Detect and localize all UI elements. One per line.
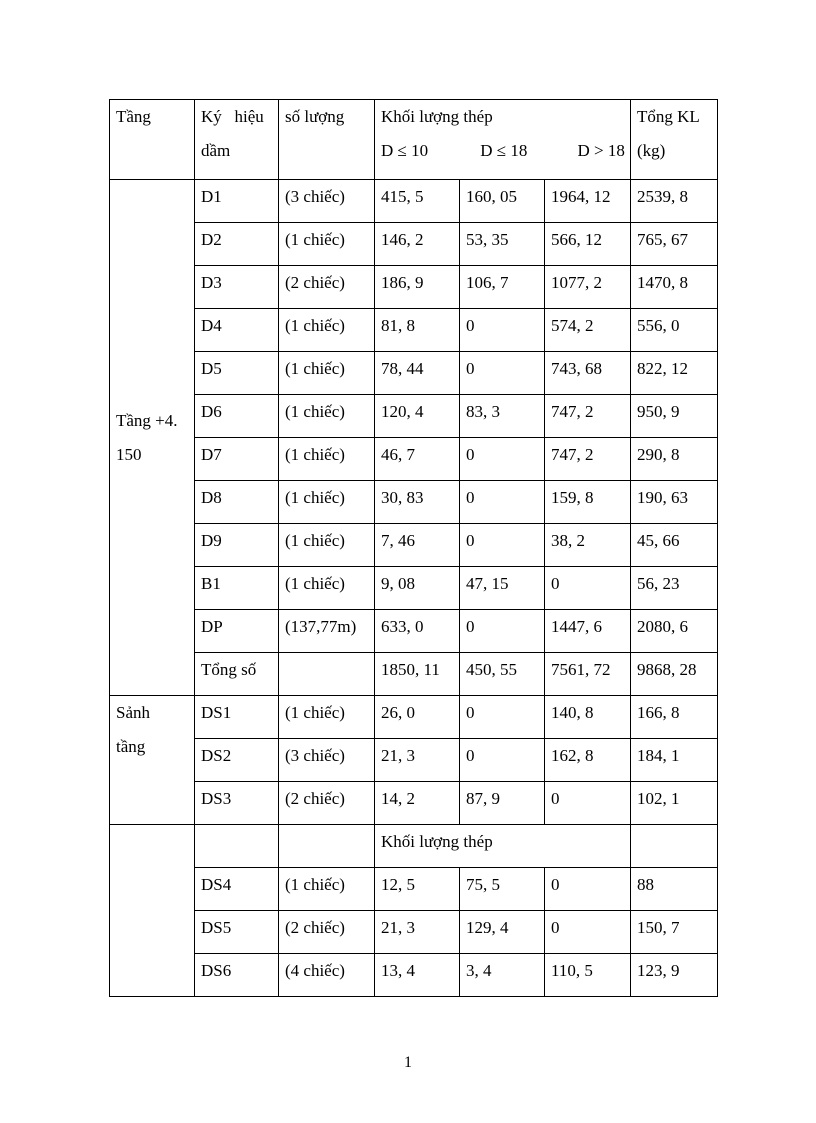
floor-cell bbox=[110, 180, 195, 696]
beam-symbol: Tổng số bbox=[195, 653, 279, 696]
steel-d-gt-18: 1964, 12 bbox=[545, 180, 631, 223]
beam-quantity: (2 chiếc) bbox=[279, 266, 375, 309]
steel-d-gt-18: 1077, 2 bbox=[545, 266, 631, 309]
beam-symbol: DS1 bbox=[195, 696, 279, 739]
steel-d-le-18: 0 bbox=[460, 309, 545, 352]
total-weight: 166, 8 bbox=[631, 696, 718, 739]
steel-d-le-10: 78, 44 bbox=[375, 352, 460, 395]
total-weight: 950, 9 bbox=[631, 395, 718, 438]
beam-symbol: DS3 bbox=[195, 782, 279, 825]
empty-cell bbox=[279, 825, 375, 868]
beam-quantity: (137,77m) bbox=[279, 610, 375, 653]
header-d-gt-18: D > 18 bbox=[577, 141, 625, 160]
steel-d-le-18: 129, 4 bbox=[460, 911, 545, 954]
table-row bbox=[110, 868, 718, 911]
beam-symbol: D1 bbox=[195, 180, 279, 223]
floor-cell bbox=[110, 825, 195, 997]
steel-d-le-10: 46, 7 bbox=[375, 438, 460, 481]
beam-symbol: D6 bbox=[195, 395, 279, 438]
steel-d-le-18: 0 bbox=[460, 524, 545, 567]
beam-symbol: D4 bbox=[195, 309, 279, 352]
beam-quantity: (2 chiếc) bbox=[279, 782, 375, 825]
steel-d-le-18: 106, 7 bbox=[460, 266, 545, 309]
floor-label: 150 bbox=[116, 444, 142, 464]
beam-quantity: (4 chiếc) bbox=[279, 954, 375, 997]
total-weight: 9868, 28 bbox=[631, 653, 718, 696]
beam-quantity: (3 chiếc) bbox=[279, 180, 375, 223]
steel-d-le-18: 3, 4 bbox=[460, 954, 545, 997]
beam-quantity: (1 chiếc) bbox=[279, 696, 375, 739]
page-number: 1 bbox=[404, 1054, 412, 1071]
beam-quantity: (1 chiếc) bbox=[279, 352, 375, 395]
table-row bbox=[110, 911, 718, 954]
steel-d-le-18: 450, 55 bbox=[460, 653, 545, 696]
total-weight: 102, 1 bbox=[631, 782, 718, 825]
subheader-khoi-luong: Khối lượng thép bbox=[375, 825, 631, 868]
steel-d-le-18: 0 bbox=[460, 352, 545, 395]
steel-d-le-10: 21, 3 bbox=[375, 739, 460, 782]
header-khoi-luong: Khối lượng thép D ≤ 10 D ≤ 18 D > 18 bbox=[375, 100, 631, 180]
beam-quantity: (1 chiếc) bbox=[279, 868, 375, 911]
steel-d-le-18: 75, 5 bbox=[460, 868, 545, 911]
beam-quantity: (1 chiếc) bbox=[279, 395, 375, 438]
header-ky-hieu: Ký hiệu dầm bbox=[195, 100, 279, 180]
steel-d-gt-18: 566, 12 bbox=[545, 223, 631, 266]
steel-d-le-18: 53, 35 bbox=[460, 223, 545, 266]
subheader-row bbox=[110, 825, 718, 868]
table-row bbox=[110, 180, 718, 223]
beam-quantity: (1 chiếc) bbox=[279, 567, 375, 610]
header-d-le-18: D ≤ 18 bbox=[480, 141, 528, 160]
steel-quantity-table bbox=[109, 99, 718, 997]
table-row bbox=[110, 696, 718, 739]
header-tang: Tầng bbox=[110, 100, 195, 180]
table-row bbox=[110, 610, 718, 653]
beam-quantity bbox=[279, 653, 375, 696]
total-weight: 1470, 8 bbox=[631, 266, 718, 309]
table-row bbox=[110, 739, 718, 782]
steel-d-gt-18: 110, 5 bbox=[545, 954, 631, 997]
beam-symbol: D3 bbox=[195, 266, 279, 309]
beam-symbol: D7 bbox=[195, 438, 279, 481]
steel-d-le-18: 87, 9 bbox=[460, 782, 545, 825]
steel-d-gt-18: 140, 8 bbox=[545, 696, 631, 739]
steel-d-gt-18: 38, 2 bbox=[545, 524, 631, 567]
total-weight: 88 bbox=[631, 868, 718, 911]
beam-quantity: (1 chiếc) bbox=[279, 309, 375, 352]
beam-quantity: (1 chiếc) bbox=[279, 481, 375, 524]
table-row bbox=[110, 524, 718, 567]
floor-cell bbox=[110, 696, 195, 825]
table-row bbox=[110, 438, 718, 481]
total-weight: 765, 67 bbox=[631, 223, 718, 266]
beam-quantity: (3 chiếc) bbox=[279, 739, 375, 782]
beam-symbol: D5 bbox=[195, 352, 279, 395]
beam-quantity: (2 chiếc) bbox=[279, 911, 375, 954]
steel-d-le-10: 186, 9 bbox=[375, 266, 460, 309]
steel-d-le-10: 81, 8 bbox=[375, 309, 460, 352]
table-row bbox=[110, 481, 718, 524]
steel-d-le-18: 160, 05 bbox=[460, 180, 545, 223]
table-row bbox=[110, 266, 718, 309]
steel-d-le-10: 30, 83 bbox=[375, 481, 460, 524]
table-row bbox=[110, 309, 718, 352]
beam-quantity: (1 chiếc) bbox=[279, 438, 375, 481]
steel-d-le-10: 26, 0 bbox=[375, 696, 460, 739]
total-weight: 123, 9 bbox=[631, 954, 718, 997]
header-so-luong: số lượng bbox=[279, 100, 375, 180]
steel-d-le-10: 633, 0 bbox=[375, 610, 460, 653]
empty-cell bbox=[631, 825, 718, 868]
total-weight: 822, 12 bbox=[631, 352, 718, 395]
table-row bbox=[110, 782, 718, 825]
steel-d-le-10: 13, 4 bbox=[375, 954, 460, 997]
steel-d-le-10: 21, 3 bbox=[375, 911, 460, 954]
beam-symbol: D9 bbox=[195, 524, 279, 567]
floor-label: Tầng +4. bbox=[116, 410, 178, 430]
steel-d-le-18: 83, 3 bbox=[460, 395, 545, 438]
steel-d-le-10: 12, 5 bbox=[375, 868, 460, 911]
steel-d-gt-18: 0 bbox=[545, 911, 631, 954]
beam-symbol: DP bbox=[195, 610, 279, 653]
total-weight: 2080, 6 bbox=[631, 610, 718, 653]
steel-d-gt-18: 747, 2 bbox=[545, 438, 631, 481]
beam-quantity: (1 chiếc) bbox=[279, 524, 375, 567]
total-weight: 150, 7 bbox=[631, 911, 718, 954]
table-row bbox=[110, 352, 718, 395]
total-weight: 290, 8 bbox=[631, 438, 718, 481]
steel-d-gt-18: 574, 2 bbox=[545, 309, 631, 352]
steel-d-le-10: 146, 2 bbox=[375, 223, 460, 266]
steel-d-gt-18: 0 bbox=[545, 782, 631, 825]
beam-symbol: DS6 bbox=[195, 954, 279, 997]
steel-d-gt-18: 0 bbox=[545, 567, 631, 610]
floor-label: Sảnh bbox=[116, 703, 150, 722]
table-header-row bbox=[110, 100, 718, 180]
beam-symbol: DS4 bbox=[195, 868, 279, 911]
beam-symbol: D8 bbox=[195, 481, 279, 524]
beam-symbol: DS2 bbox=[195, 739, 279, 782]
steel-d-le-18: 47, 15 bbox=[460, 567, 545, 610]
steel-d-le-10: 415, 5 bbox=[375, 180, 460, 223]
steel-d-gt-18: 162, 8 bbox=[545, 739, 631, 782]
header-d-le-10: D ≤ 10 bbox=[381, 141, 429, 160]
steel-d-gt-18: 0 bbox=[545, 868, 631, 911]
steel-d-le-10: 120, 4 bbox=[375, 395, 460, 438]
beam-quantity: (1 chiếc) bbox=[279, 223, 375, 266]
total-weight: 2539, 8 bbox=[631, 180, 718, 223]
beam-symbol: B1 bbox=[195, 567, 279, 610]
steel-d-le-10: 14, 2 bbox=[375, 782, 460, 825]
total-weight: 56, 23 bbox=[631, 567, 718, 610]
steel-d-le-18: 0 bbox=[460, 696, 545, 739]
steel-d-gt-18: 743, 68 bbox=[545, 352, 631, 395]
total-weight: 184, 1 bbox=[631, 739, 718, 782]
steel-d-le-18: 0 bbox=[460, 481, 545, 524]
steel-d-le-18: 0 bbox=[460, 739, 545, 782]
table-row bbox=[110, 567, 718, 610]
floor-label: tầng bbox=[116, 737, 146, 756]
steel-d-gt-18: 7561, 72 bbox=[545, 653, 631, 696]
steel-d-gt-18: 747, 2 bbox=[545, 395, 631, 438]
steel-d-le-10: 9, 08 bbox=[375, 567, 460, 610]
total-weight: 556, 0 bbox=[631, 309, 718, 352]
steel-d-le-18: 0 bbox=[460, 438, 545, 481]
table-row bbox=[110, 395, 718, 438]
steel-d-le-18: 0 bbox=[460, 610, 545, 653]
steel-d-le-10: 1850, 11 bbox=[375, 653, 460, 696]
total-weight: 45, 66 bbox=[631, 524, 718, 567]
beam-symbol: D2 bbox=[195, 223, 279, 266]
table-row bbox=[110, 653, 718, 696]
steel-d-gt-18: 159, 8 bbox=[545, 481, 631, 524]
table-row bbox=[110, 223, 718, 266]
beam-symbol: DS5 bbox=[195, 911, 279, 954]
header-tong-kl: Tổng KL (kg) bbox=[631, 100, 718, 180]
steel-d-le-10: 7, 46 bbox=[375, 524, 460, 567]
empty-cell bbox=[195, 825, 279, 868]
table-row bbox=[110, 954, 718, 997]
total-weight: 190, 63 bbox=[631, 481, 718, 524]
steel-d-gt-18: 1447, 6 bbox=[545, 610, 631, 653]
